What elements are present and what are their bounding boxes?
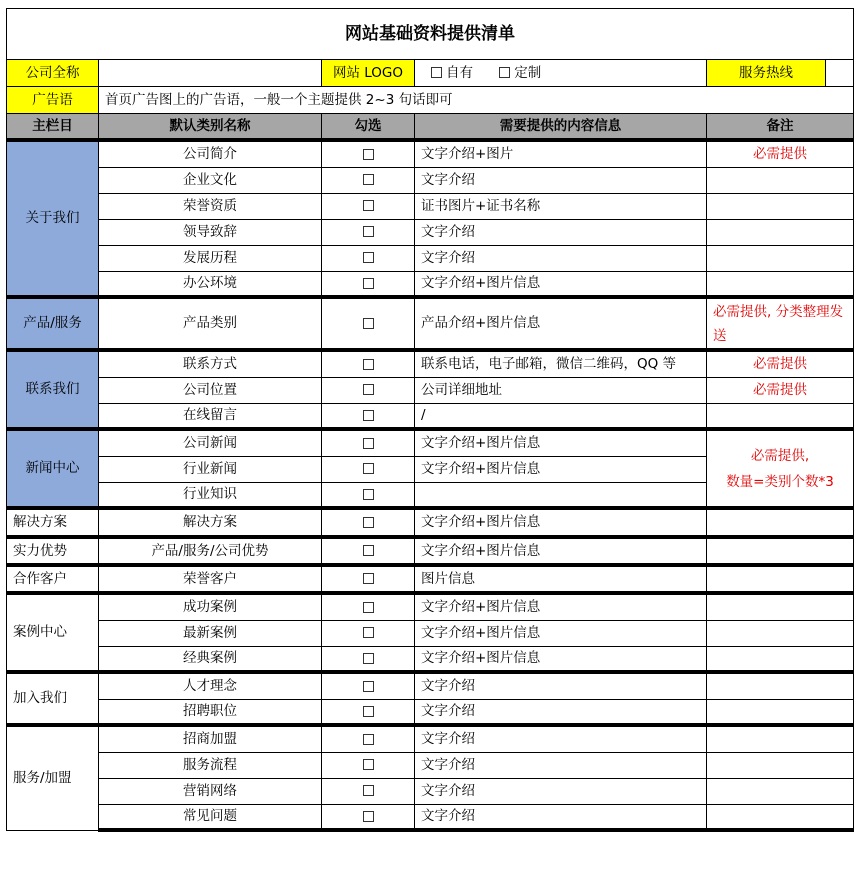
logo-option-custom[interactable]: 定制 [499,65,541,81]
check-cell[interactable] [322,140,415,167]
check-cell[interactable] [322,804,415,830]
note-cell: 必需提供, 分类整理发送 [707,297,854,350]
info-cell: 文字介绍 [415,167,707,193]
checkbox-icon[interactable] [363,384,374,395]
checkbox-icon[interactable] [363,438,374,449]
note-cell [707,725,854,752]
check-cell[interactable] [322,193,415,219]
section-about: 关于我们 [7,140,99,297]
page-title: 网站基础资料提供清单 [7,9,854,60]
category-cell: 领导致辞 [99,219,322,245]
category-cell: 公司简介 [99,140,322,167]
category-cell: 产品类别 [99,297,322,350]
check-cell[interactable] [322,219,415,245]
checkbox-icon[interactable] [363,545,374,556]
category-cell: 招商加盟 [99,725,322,752]
checkbox-icon[interactable] [363,706,374,717]
note-cell [707,778,854,804]
header-check: 勾选 [322,114,415,141]
info-cell: 文字介绍+图片信息 [415,508,707,537]
info-cell: 文字介绍+图片信息 [415,620,707,646]
category-cell: 最新案例 [99,620,322,646]
check-cell[interactable] [322,646,415,672]
info-cell: 文字介绍 [415,245,707,271]
category-cell: 常见问题 [99,804,322,830]
note-cell: 必需提供 [707,350,854,377]
checkbox-icon[interactable] [363,602,374,613]
note-line: 必需提供, [750,447,810,464]
check-cell[interactable] [322,593,415,620]
note-cell [707,752,854,778]
info-cell: 文字介绍 [415,804,707,830]
checkbox-icon[interactable] [363,653,374,664]
info-cell: 文字介绍+图片信息 [415,456,707,482]
category-cell: 公司新闻 [99,429,322,456]
section-cases: 案例中心 [7,593,99,672]
info-cell: 文字介绍+图片信息 [415,537,707,565]
checkbox-icon[interactable] [363,359,374,370]
logo-options [415,60,707,87]
section-contact: 联系我们 [7,350,99,429]
checkbox-icon[interactable] [363,318,374,329]
section-solutions: 解决方案 [7,508,99,537]
category-cell: 产品/服务/公司优势 [99,537,322,565]
check-cell[interactable] [322,565,415,593]
info-cell: 文字介绍+图片信息 [415,271,707,297]
checkbox-icon[interactable] [363,149,374,160]
section-products: 产品/服务 [7,297,99,350]
note-line: 数量=类别个数*3 [726,473,834,490]
hotline-cell [707,60,854,87]
header-main-column: 主栏目 [7,114,99,141]
note-cell [707,245,854,271]
check-cell[interactable] [322,245,415,271]
note-cell [707,403,854,429]
checkbox-icon[interactable] [363,174,374,185]
info-cell: 文字介绍 [415,219,707,245]
note-cell [707,193,854,219]
category-cell: 荣誉客户 [99,565,322,593]
info-cell [415,482,707,508]
info-cell: 文字介绍 [415,725,707,752]
check-cell[interactable] [322,271,415,297]
check-cell[interactable] [322,620,415,646]
check-cell[interactable] [322,699,415,725]
info-cell: 证书图片+证书名称 [415,193,707,219]
category-cell: 经典案例 [99,646,322,672]
note-cell [707,593,854,620]
checkbox-icon[interactable] [363,517,374,528]
checkbox-icon[interactable] [363,785,374,796]
category-cell: 企业文化 [99,167,322,193]
check-cell[interactable] [322,672,415,699]
check-cell[interactable] [322,377,415,403]
section-news: 新闻中心 [7,429,99,508]
note-cell [707,565,854,593]
check-cell[interactable] [322,297,415,350]
note-cell: 必需提供 [707,377,854,403]
section-clients: 合作客户 [7,565,99,593]
check-cell[interactable] [322,403,415,429]
category-cell: 解决方案 [99,508,322,537]
check-cell[interactable] [322,778,415,804]
section-strengths: 实力优势 [7,537,99,565]
info-cell: 文字介绍 [415,778,707,804]
info-cell: 文字介绍 [415,752,707,778]
note-cell [707,699,854,725]
note-cell [707,271,854,297]
category-cell: 在线留言 [99,403,322,429]
category-cell: 发展历程 [99,245,322,271]
check-cell[interactable] [322,508,415,537]
note-cell [707,219,854,245]
logo-label: 网站 LOGO [322,60,415,87]
info-cell: 产品介绍+图片信息 [415,297,707,350]
checkbox-icon[interactable] [363,410,374,421]
note-cell [707,429,854,508]
checkbox-icon[interactable] [363,734,374,745]
category-cell: 营销网络 [99,778,322,804]
check-cell[interactable] [322,456,415,482]
checkbox-icon[interactable] [363,811,374,822]
info-cell: 文字介绍 [415,672,707,699]
category-cell: 招聘职位 [99,699,322,725]
checkbox-icon[interactable] [363,681,374,692]
check-cell[interactable] [322,482,415,508]
info-cell: 文字介绍+图片信息 [415,646,707,672]
section-join: 加入我们 [7,672,99,725]
section-service: 服务/加盟 [7,725,99,830]
logo-option-self[interactable]: 自有 [431,65,473,81]
info-cell: 公司详细地址 [415,377,707,403]
info-cell: 文字介绍+图片 [415,140,707,167]
header-note: 备注 [707,114,854,141]
slogan-text: 首页广告图上的广告语，一般一个主题提供 2~3 句话即可 [99,87,854,114]
info-cell: 文字介绍+图片信息 [415,429,707,456]
note-cell [707,167,854,193]
company-name-label: 公司全称 [7,60,99,87]
category-cell: 办公环境 [99,271,322,297]
note-cell: 必需提供 [707,140,854,167]
checkbox-icon[interactable] [363,759,374,770]
checkbox-icon[interactable] [363,200,374,211]
checkbox-icon[interactable] [363,489,374,500]
info-cell: 文字介绍+图片信息 [415,593,707,620]
check-cell[interactable] [322,429,415,456]
header-category: 默认类别名称 [99,114,322,141]
category-cell: 人才理念 [99,672,322,699]
check-cell[interactable] [322,537,415,565]
checkbox-icon[interactable] [363,226,374,237]
note-cell [707,804,854,830]
category-cell: 荣誉资质 [99,193,322,219]
note-cell [707,508,854,537]
hotline-field[interactable] [826,60,853,86]
category-cell: 行业知识 [99,482,322,508]
info-cell: 图片信息 [415,565,707,593]
note-cell [707,672,854,699]
check-cell[interactable] [322,350,415,377]
note-cell [707,537,854,565]
checkbox-icon[interactable] [363,627,374,638]
category-cell: 行业新闻 [99,456,322,482]
category-cell: 公司位置 [99,377,322,403]
note-cell [707,646,854,672]
check-cell[interactable] [322,752,415,778]
info-cell: / [415,403,707,429]
header-info: 需要提供的内容信息 [415,114,707,141]
checkbox-icon[interactable] [363,463,374,474]
hotline-label: 服务热线 [707,60,826,86]
checkbox-icon[interactable] [363,573,374,584]
checkbox-icon[interactable] [499,67,510,78]
check-cell[interactable] [322,167,415,193]
category-cell: 成功案例 [99,593,322,620]
company-name-field[interactable] [99,60,322,87]
info-cell: 联系电话，电子邮箱，微信二维码，QQ 等 [415,350,707,377]
category-cell: 联系方式 [99,350,322,377]
checklist-table [6,8,854,832]
note-cell [707,620,854,646]
info-cell: 文字介绍 [415,699,707,725]
category-cell: 服务流程 [99,752,322,778]
checkbox-icon[interactable] [431,67,442,78]
checkbox-icon[interactable] [363,278,374,289]
check-cell[interactable] [322,725,415,752]
checkbox-icon[interactable] [363,252,374,263]
checklist-sheet [6,8,853,832]
slogan-label: 广告语 [7,87,99,114]
